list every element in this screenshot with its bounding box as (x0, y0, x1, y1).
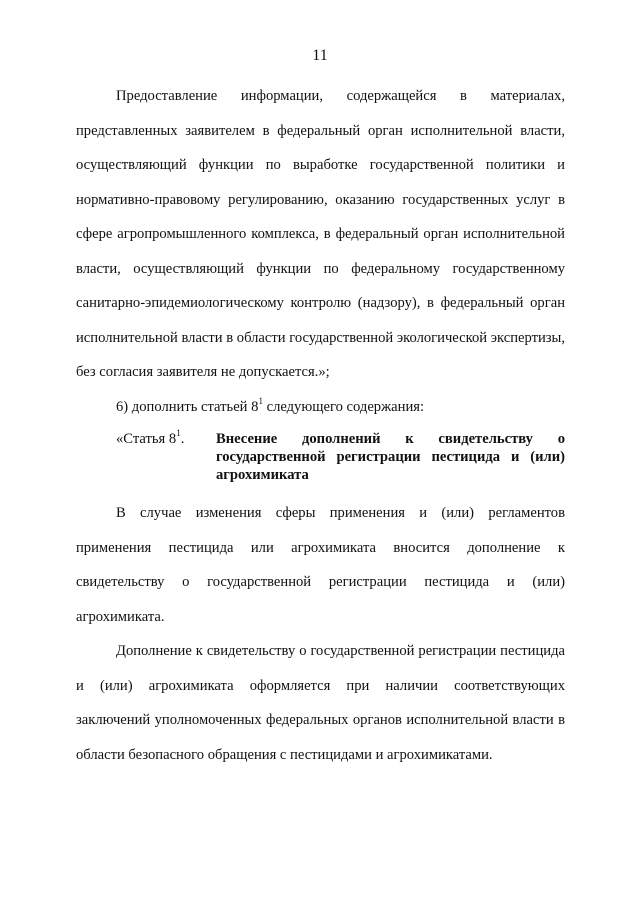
paragraph-4: Дополнение к свидетельству о государственной регистрации пестицида и (или) агрохимиката оформляется при наличии соответствующих заключений уполномоченных федеральных органов исполнительной власти в области безопасного обращения с пестицидами и агрохимикатами. (76, 643, 565, 763)
amendment-superscript: 1 (258, 395, 263, 406)
page-number: 11 (312, 47, 328, 64)
paragraph-3: В случае изменения сферы применения и (или) регламентов применения пестицида или агрохимиката вносится дополнение к свидетельству о государственной регистрации пестицида и (или) агрохимиката. (76, 505, 565, 625)
amendment-text-end: следующего содержания: (262, 398, 425, 415)
article-heading (76, 430, 565, 484)
article-label: «Статья $8^1$. (116, 428, 185, 447)
article-superscript: 1 (176, 428, 181, 438)
paragraph-1: Предоставление информации, содержащейся в материалах, представленных заявителем в федеральный орган исполнительной власти, осуществляющий функции по выработке государственной политики и нормативно-правовому регулированию, оказанию государственных услуг в сфере агропромышленного комплекса, в федеральный орган исполнительной власти, осуществляющий функции по федеральному государственному санитарно-эпидемиологическому контролю (надзору), в федеральный орган исполнительной власти в области государственной экологической экспертизы, без согласия заявителя не допускается.»; (76, 88, 565, 380)
amendment-text: 6) дополнить статьей 8 (116, 398, 259, 415)
article-title: Внесение дополнений к свидетельству о государственной регистрации пестицида и (или) агрохимиката (216, 431, 565, 483)
paragraph-amendment-6 (76, 390, 565, 425)
document-body (76, 79, 565, 772)
